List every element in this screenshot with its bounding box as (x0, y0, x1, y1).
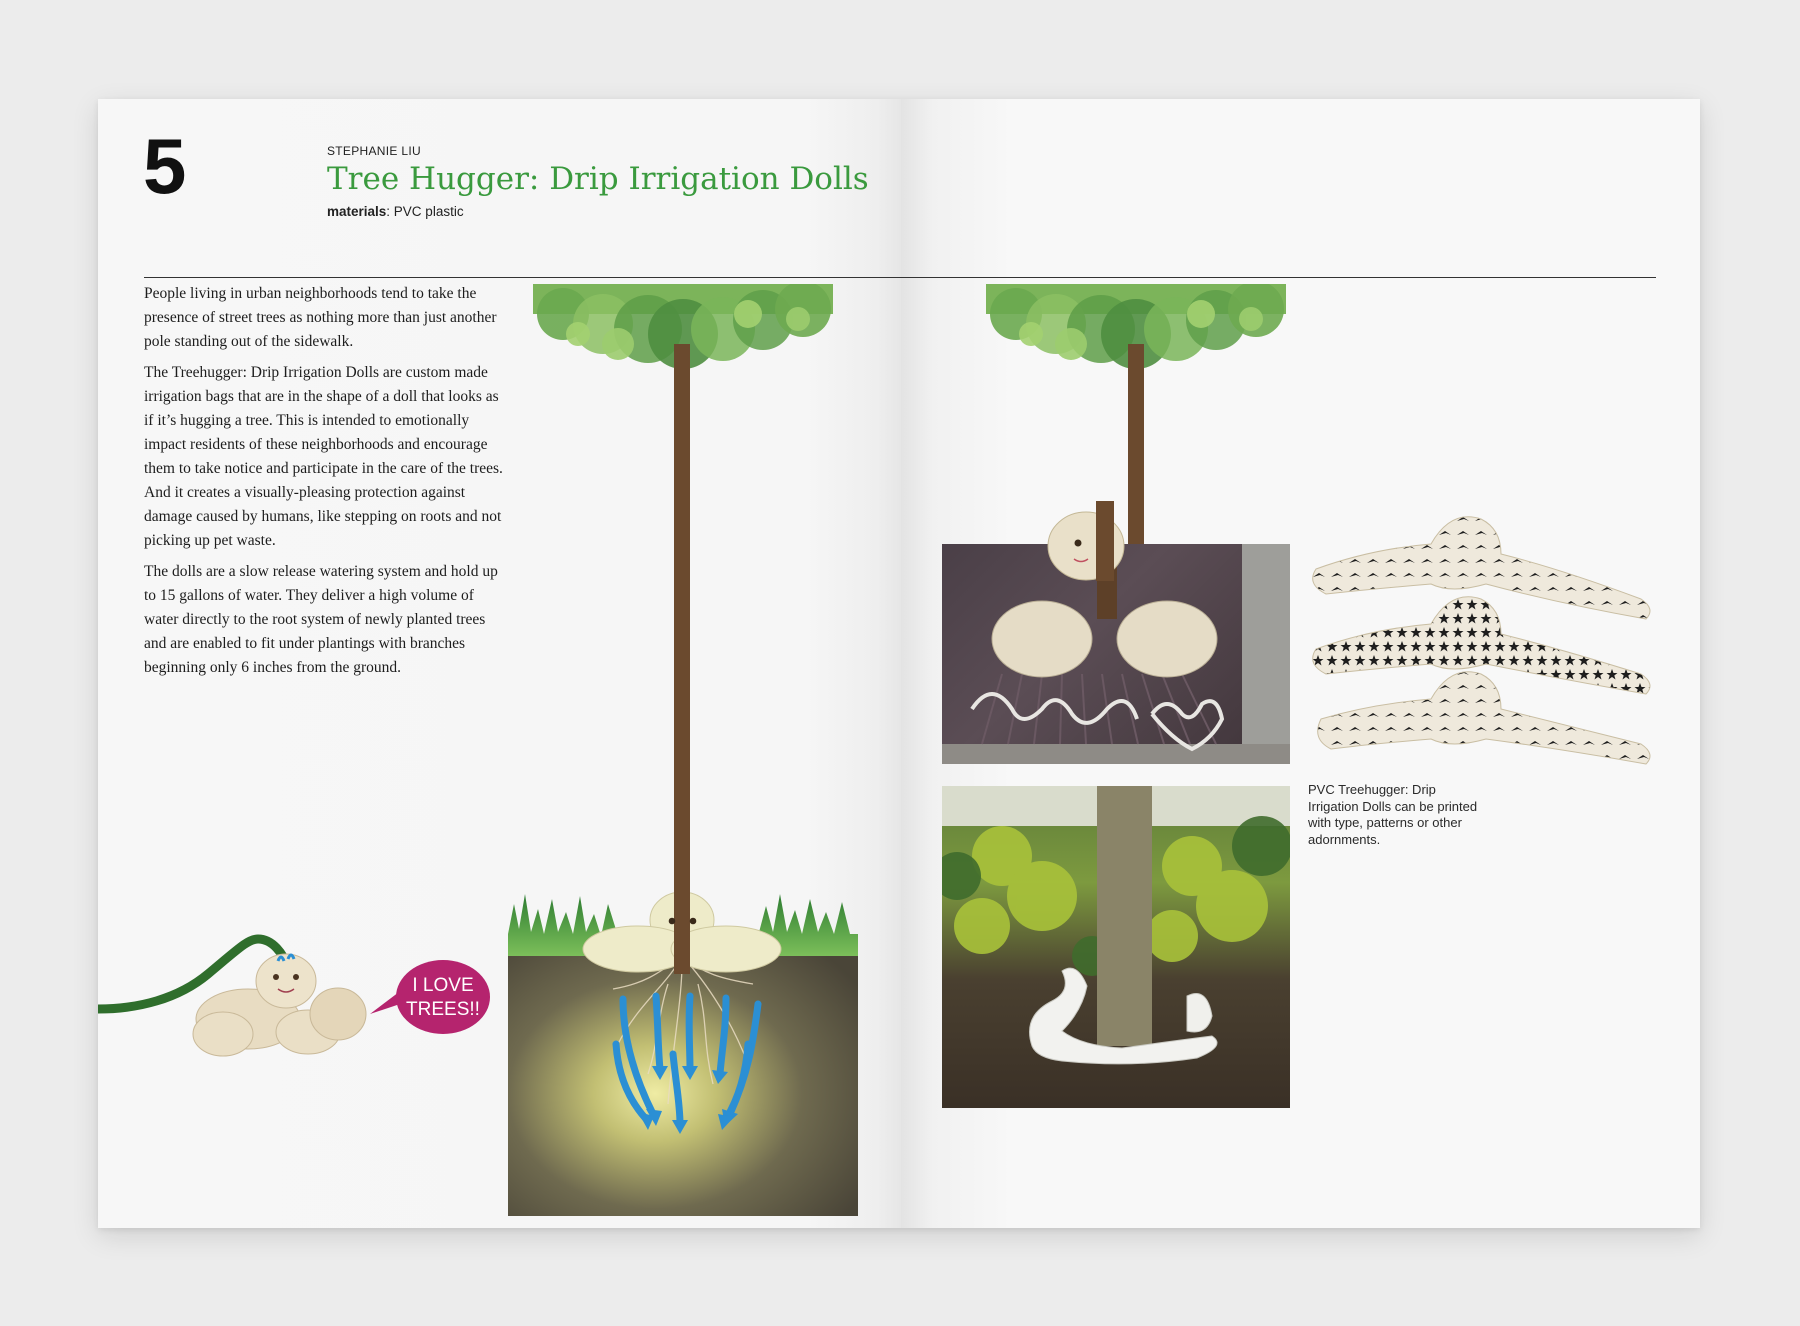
hose-doll-illustration (98, 919, 498, 1219)
tree-root-illustration (508, 284, 858, 1216)
right-page (901, 99, 1700, 1228)
project-title: Tree Hugger: Drip Irrigation Dolls (327, 161, 869, 197)
bubble-line-1: I LOVE (412, 975, 474, 996)
photo-doll-in-garden (942, 786, 1290, 1108)
doll-hugging-tree (583, 884, 781, 974)
body-text (144, 282, 504, 687)
speech-bubble (370, 960, 490, 1034)
left-page (98, 99, 901, 1228)
bubble-line-2: TREES!! (406, 999, 480, 1020)
chapter-number: 5 (143, 122, 185, 210)
paragraph-2: The Treehugger: Drip Irrigation Dolls are custom made irrigation bags that are in the shape of a doll that looks as if it’s hugging a tree. This is intended to emotionally impact residents of these neighborhoods and encourage them to take notice and participate in the care of the trees. And it creates a visually-pleasing protection against damage caused by humans, like stepping on roots and not picking up pet waste. (144, 364, 503, 549)
header-rule-right (901, 277, 1656, 278)
materials-label: materials (327, 204, 387, 219)
soil-cross-section (508, 956, 858, 1216)
patterned-dolls (1311, 499, 1656, 769)
garden-scene (942, 786, 1290, 1108)
author-name: STEPHANIE LIU (327, 144, 421, 158)
booklet-spread (98, 99, 1700, 1228)
materials-value: : PVC plastic (386, 204, 464, 219)
paragraph-1: People living in urban neighborhoods tend to take the presence of street trees as nothing more than just another pole standing out of the sidewalk. (144, 285, 497, 350)
photo-caption: PVC Treehugger: Drip Irrigation Dolls can be printed with type, patterns or other adornments. (1308, 782, 1478, 847)
header-rule-left (144, 277, 901, 278)
paragraph-3: The dolls are a slow release watering system and hold up to 15 gallons of water. They deliver a high volume of water directly to the root system of newly planted trees and are enabled to fit under plantings with branches beginning only 6 inches from the ground. (144, 563, 498, 676)
doll-head-on-tree (1026, 501, 1136, 581)
materials-line (327, 204, 464, 219)
